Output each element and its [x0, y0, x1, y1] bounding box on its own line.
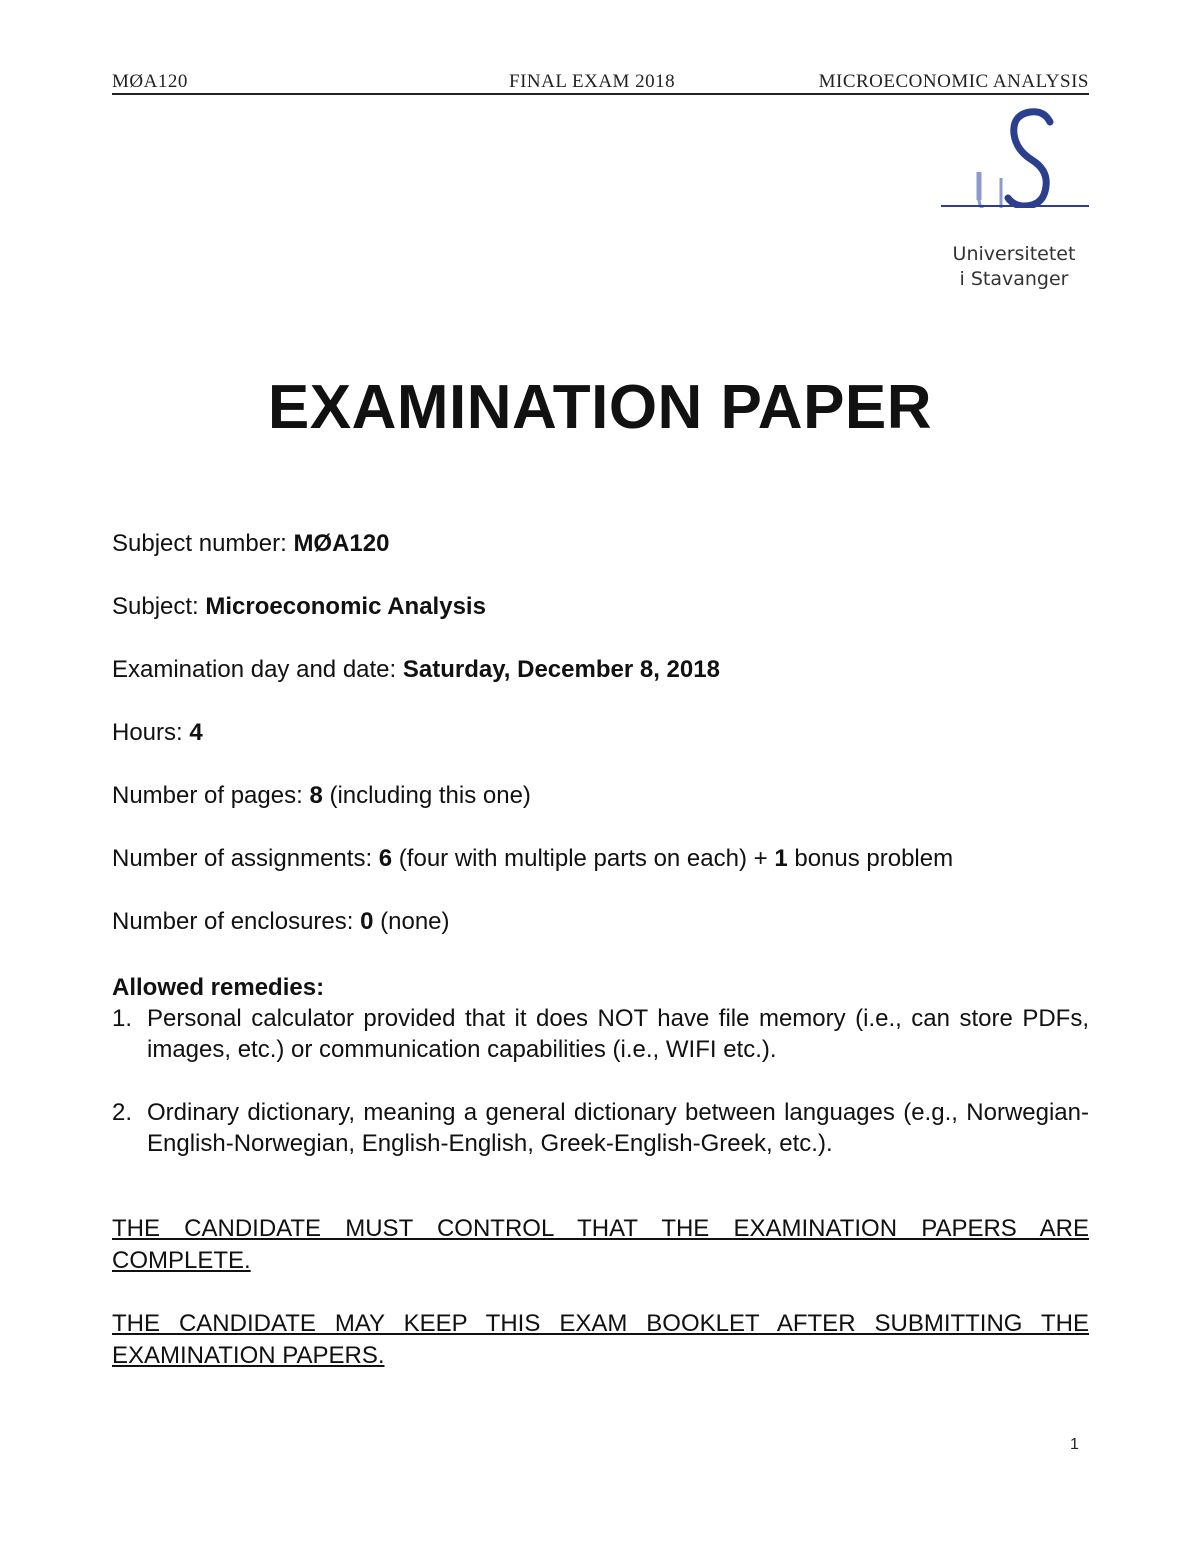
hours-line	[112, 719, 203, 747]
page-number: 1	[1070, 1436, 1079, 1453]
assignments-suffix: bonus problem	[787, 845, 954, 872]
list-item	[112, 1003, 1089, 1065]
header-course-name: MICROECONOMIC ANALYSIS	[818, 71, 1089, 92]
list-item-number: 2.	[112, 1099, 133, 1126]
subject-number-label: Subject number:	[112, 530, 294, 557]
exam-date-line	[112, 656, 720, 684]
uis-logo-icon	[968, 108, 1068, 208]
allowed-remedies-section	[112, 972, 1089, 1159]
logo-divider	[941, 205, 1089, 207]
pages-line	[112, 782, 531, 810]
notice-check-complete: THE CANDIDATE MUST CONTROL THAT THE EXAMINATION PAPERS ARE COMPLETE.	[112, 1215, 1089, 1274]
exam-date-value: Saturday, December 8, 2018	[402, 656, 720, 683]
enclosures-label: Number of enclosures:	[112, 908, 361, 935]
logo-wordmark	[938, 242, 1090, 292]
enclosures-suffix: (none)	[373, 908, 450, 935]
hours-label: Hours:	[112, 719, 190, 746]
list-item-text: Personal calculator provided that it does NOT have file memory (i.e., can store PDFs, images, etc.) or communication capabilities (i.e., WIFI etc.).	[147, 1005, 1089, 1063]
enclosures-value: 0	[360, 908, 374, 935]
document-title: EXAMINATION PAPER	[267, 373, 933, 442]
enclosures-line	[112, 908, 450, 936]
subject-number-value: MØA120	[293, 530, 390, 557]
subject-line	[112, 593, 486, 621]
list-item-number: 1.	[112, 1005, 133, 1032]
logo-line-1: Universitetet	[952, 243, 1076, 265]
logo-line-2: i Stavanger	[959, 268, 1069, 290]
assignments-line	[112, 845, 953, 873]
exam-date-label: Examination day and date:	[112, 656, 403, 683]
university-logo	[938, 108, 1090, 294]
remedies-heading: Allowed remedies:	[112, 974, 325, 1001]
subject-number-line	[112, 530, 389, 558]
assignments-value: 6	[378, 845, 393, 872]
hours-value: 4	[189, 719, 203, 746]
pages-suffix: (including this one)	[322, 782, 531, 809]
subject-value: Microeconomic Analysis	[205, 593, 486, 620]
page-header	[112, 70, 1089, 95]
logo-s-mark	[1008, 112, 1050, 206]
assignments-bonus-count: 1	[774, 845, 788, 872]
assignments-middle: (four with multiple parts on each) +	[392, 845, 775, 872]
list-item	[112, 1097, 1089, 1159]
pages-value: 8	[309, 782, 323, 809]
notice-keep-booklet: THE CANDIDATE MAY KEEP THIS EXAM BOOKLET AFTER SUBMITTING THE EXAMINATION PAPERS.	[112, 1310, 1089, 1369]
list-item-text: Ordinary dictionary, meaning a general dictionary between languages (e.g., Norwegian-English-Norwegian, English-English, Greek-English-Greek, etc.).	[147, 1099, 1089, 1157]
assignments-label: Number of assignments:	[112, 845, 379, 872]
header-exam-title: FINAL EXAM 2018	[509, 71, 676, 92]
header-course-code: MØA120	[112, 71, 188, 92]
subject-label: Subject:	[112, 593, 206, 620]
pages-label: Number of pages:	[112, 782, 310, 809]
